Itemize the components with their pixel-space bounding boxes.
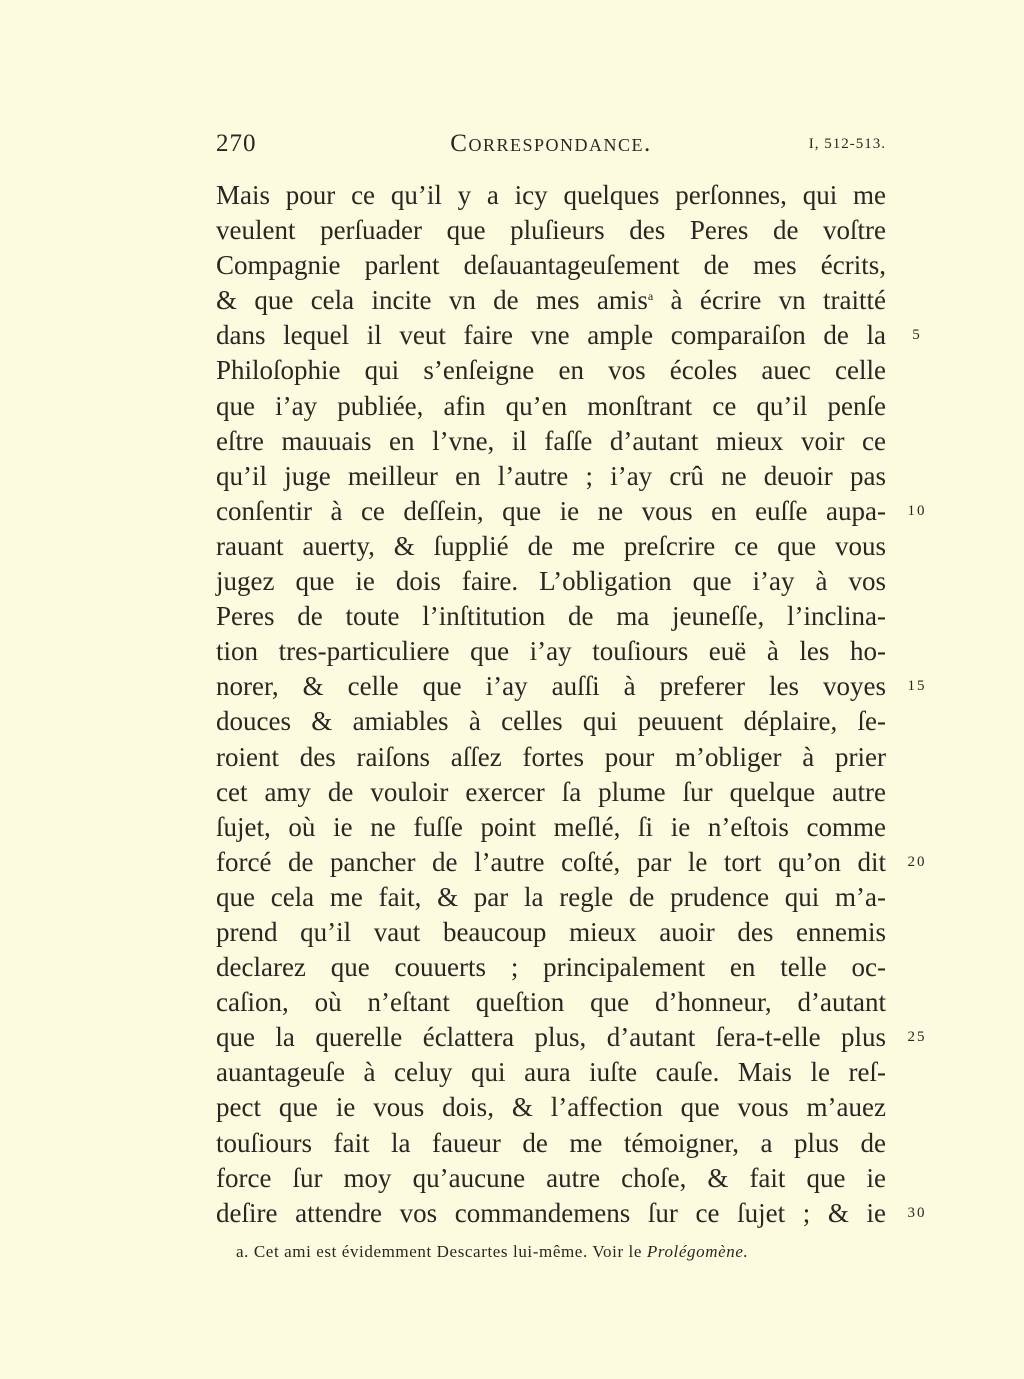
text-line: caſion, où n’eſtant queſtion que d’honneur, d’autant [216,987,886,1018]
page-header [216,130,886,164]
text-line: touſiours fait la faueur de me témoigner, a plus de [216,1127,886,1158]
margin-line-number: 5 [912,327,922,344]
text-line: declarez que couuerts ; principalement en telle oc- [216,952,886,983]
text-line: Compagnie parlent deſauantageuſement de mes écrits, [216,250,886,281]
text-line: norer, & celle que i’ay auſſi à preferer les voyes [216,671,886,702]
page-reference: I, 512-513. [808,136,886,152]
text-line: jugez que ie dois faire. L’obligation que i’ay à vos [216,566,886,597]
footnote-marker: a. [236,1242,249,1261]
text-line-segment: à écrire vn traitté [653,285,886,316]
text-line: que i’ay publiée, afin qu’en monſtrant ce qu’il penſe [216,390,886,421]
text-line: roient des raiſons aſſez fortes pour m’obliger à prier [216,741,886,772]
text-line: tion tres-particuliere que i’ay touſiours euë à les ho- [216,636,886,667]
footnote [236,1242,896,1262]
text-line: que cela me fait, & par la regle de prudence qui m’a- [216,881,886,912]
margin-line-number: 15 [907,678,927,695]
text-line: conſentir à ce deſſein, que ie ne vous en euſſe aupa- [216,495,886,526]
text-line: prend qu’il vaut beaucoup mieux auoir des ennemis [216,916,886,947]
body-text [216,178,886,1231]
footnote-italic-reference: Prolégomène. [646,1242,749,1261]
text-line: rauant auerty, & ſupplié de me preſcrire ce que vous [216,530,886,561]
margin-line-number: 25 [907,1029,927,1046]
margin-line-number: 20 [907,853,927,870]
text-line: forcé de pancher de l’autre coſté, par le tort qu’on dit [216,846,886,877]
text-line: Mais pour ce qu’il y a icy quelques perſonnes, qui me [216,180,886,210]
running-title: Correspondance. [450,130,652,157]
text-line: auantageuſe à celuy qui aura iuſte cauſe. Mais le reſ- [216,1057,886,1088]
text-line: cet amy de vouloir exercer ſa plume ſur quelque autre [216,776,886,807]
text-line: eſtre mauuais en l’vne, il faſſe d’autant mieux voir ce [216,425,886,456]
page-number: 270 [216,130,257,157]
footnote-text: Cet ami est évidemment Descartes lui-même. Voir le [253,1242,647,1261]
margin-line-number: 10 [907,502,927,519]
text-line [216,283,886,318]
text-line: pect que ie vous dois, & l’affection que vous m’auez [216,1092,886,1123]
text-line: que la querelle éclattera plus, d’autant ſera-t-elle plus [216,1022,886,1053]
margin-line-number: 30 [907,1204,927,1221]
text-line: veulent perſuader que pluſieurs des Peres de voſtre [216,215,886,246]
text-line: dans lequel il veut faire vne ample comparaiſon de la [216,320,886,351]
text-line: Peres de toute l’inſtitution de ma jeuneſſe, l’inclina- [216,601,886,632]
text-line: qu’il juge meilleur en l’autre ; i’ay crû ne deuoir pas [216,460,886,491]
text-line: douces & amiables à celles qui peuuent déplaire, ſe- [216,706,886,737]
text-line: ſujet, où ie ne fuſſe point meſlé, ſi ie n’eſtois comme [216,811,886,842]
footnote-reference-marker: a [647,289,654,304]
text-line: deſire attendre vos commandemens ſur ce ſujet ; & ie [216,1197,886,1228]
text-line: Philoſophie qui s’enſeigne en vos écoles auec celle [216,355,886,386]
text-line-segment: & que cela incite vn de mes amis [216,285,648,316]
text-line: force ſur moy qu’aucune autre choſe, & fait que ie [216,1162,886,1193]
